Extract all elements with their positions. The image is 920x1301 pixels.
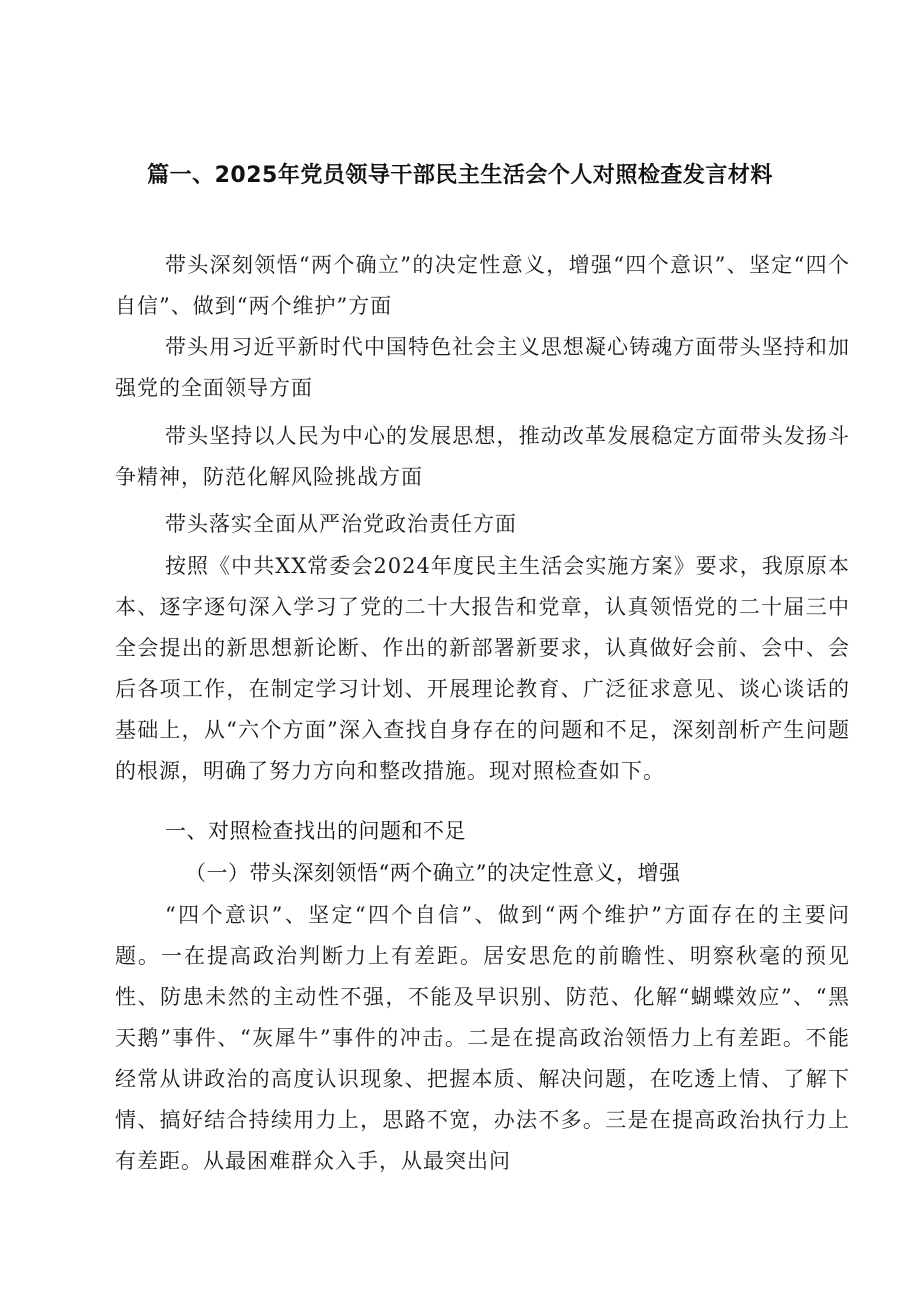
topic-paragraph-2: 带头用习近平新时代中国特色社会主义思想凝心铸魂方面带头坚持和加强党的全面领导方面 <box>115 335 850 400</box>
section-heading: 一、对照检查找出的问题和不足 <box>165 819 466 843</box>
topic-paragraph-4: 带头落实全面从严治党政治责任方面 <box>165 512 517 536</box>
intro-paragraph: 按照《中共XX常委会2024年度民主生活会实施方案》要求，我原原本本、逐字逐句深入学习了党的二十大报告和党章，认真领悟党的二十届三中全会提出的新思想新论断、作出的新部署新要求，认真做好会前、会中、会后各项工作，在制定学习计划、开展理论教育、广泛征求意见、谈心谈话的基础上，从“六个方面”深入查找自身存在的问题和不足，深刻剖析产生问题的根源，明确了努力方向和整改措施。现对照检查如下。 <box>115 554 850 783</box>
subsection-heading: （一）带头深刻领悟“两个确立”的决定性意义，增强 <box>185 861 681 885</box>
topic-paragraph-3: 带头坚持以人民为中心的发展思想，推动改革发展稳定方面带头发扬斗争精神，防范化解风险挑战方面 <box>115 424 850 489</box>
document-title: 篇一、2025年党员领导干部民主生活会个人对照检查发言材料 <box>147 163 773 188</box>
body-paragraph: “四个意识”、坚定“四个自信”、做到“两个维护”方面存在的主要问题。一在提高政治判断力上有差距。居安思危的前瞻性、明察秋毫的预见性、防患未然的主动性不强，不能及早识别、防范、化解“蝴蝶效应”、“黑天鹅”事件、“灰犀牛”事件的冲击。二是在提高政治领悟力上有差距。不能经常从讲政治的高度认识现象、把握本质、解决问题，在吃透上情、了解下情、搞好结合持续用力上，思路不宽，办法不多。三是在提高政治执行力上有差距。从最困难群众入手，从最突出问 <box>115 903 850 1173</box>
topic-paragraph-1: 带头深刻领悟“两个确立”的决定性意义，增强“四个意识”、坚定“四个自信”、做到“两个维护”方面 <box>115 253 850 318</box>
